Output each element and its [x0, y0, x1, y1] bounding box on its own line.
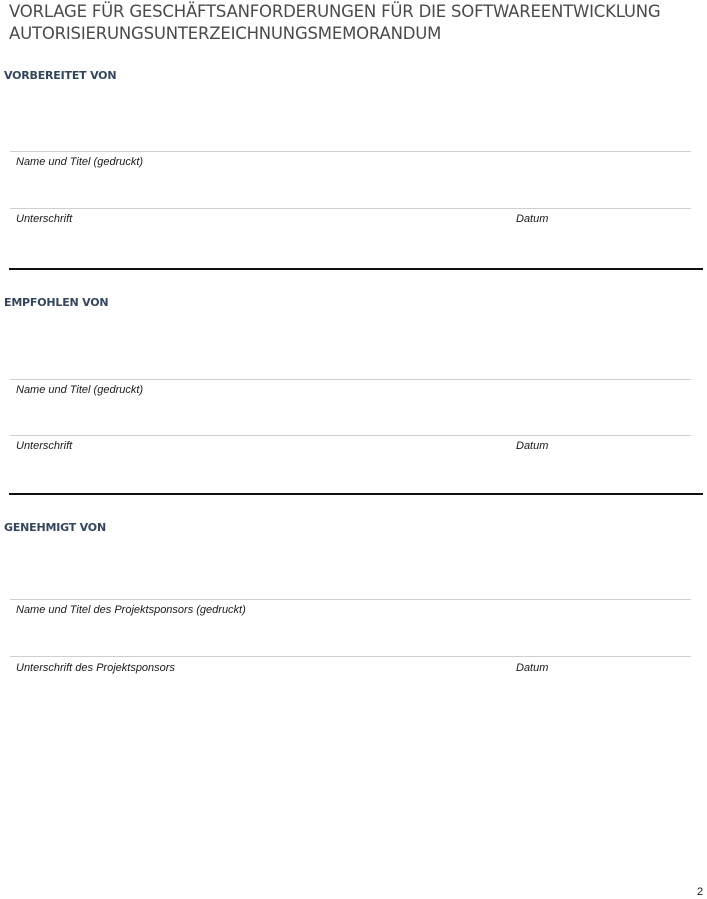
signature-label: Unterschrift des Projektsponsors — [16, 662, 175, 674]
signature-line — [10, 208, 691, 209]
section-divider — [9, 268, 703, 270]
signature-line — [10, 656, 691, 657]
section-divider — [9, 493, 703, 495]
section-heading: GENEHMIGT VON — [4, 521, 106, 534]
date-label: Datum — [516, 662, 549, 674]
signature-label: Unterschrift — [16, 440, 73, 452]
page-number: 2 — [697, 886, 704, 898]
name-signature-line — [10, 599, 691, 600]
name-title-label: Name und Titel (gedruckt) — [16, 156, 144, 168]
name-signature-line — [10, 379, 691, 380]
date-label: Datum — [516, 213, 549, 225]
name-title-label: Name und Titel (gedruckt) — [16, 384, 144, 396]
signature-line — [10, 435, 691, 436]
section-heading: VORBEREITET VON — [4, 69, 117, 82]
document-title-line-1: VORLAGE FÜR GESCHÄFTSANFORDERUNGEN FÜR DIE SOFTWAREENTWICKLUNG — [9, 2, 661, 21]
document-title-line-2: AUTORISIERUNGSUNTERZEICHNUNGSMEMORANDUM — [9, 24, 442, 43]
name-title-label: Name und Titel des Projektsponsors (gedruckt) — [16, 604, 246, 616]
signature-label: Unterschrift — [16, 213, 73, 225]
date-label: Datum — [516, 440, 549, 452]
section-heading: EMPFOHLEN VON — [4, 296, 109, 309]
name-signature-line — [10, 151, 691, 152]
